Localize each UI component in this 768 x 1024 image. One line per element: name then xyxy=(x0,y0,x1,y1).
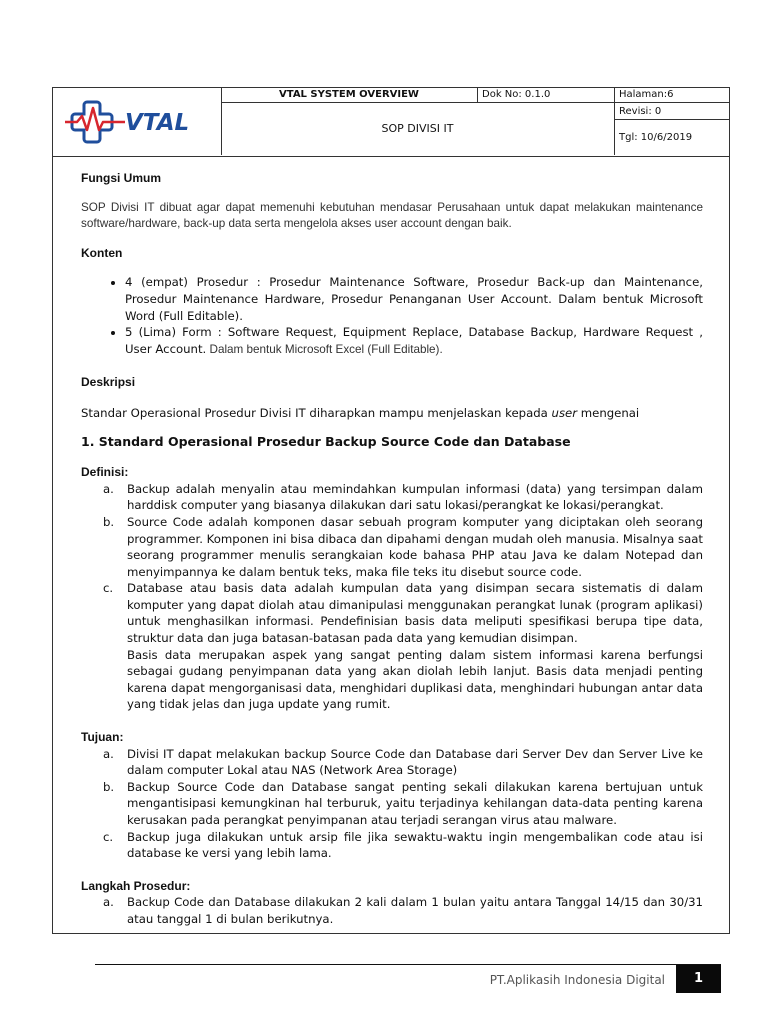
fungsi-text: SOP Divisi IT dibuat agar dapat memenuhi kebutuhan mendasar Perusahaan untuk dapat melakukan maintenance software/hardware, back-up data serta mengelola akses user account dengan baik. xyxy=(81,200,703,231)
doc-date: Tgl: 10/6/2019 xyxy=(619,132,693,143)
deskripsi-heading: Deskripsi xyxy=(81,375,136,390)
deskripsi-text: Standar Operasional Prosedur Divisi IT diharapkan mampu menjelaskan kepada user mengenai xyxy=(81,405,640,420)
footer-rule xyxy=(95,964,721,965)
tujuan-label: Tujuan: xyxy=(81,730,124,745)
logo-cell xyxy=(53,88,222,155)
doc-page: Halaman:6 xyxy=(615,88,729,103)
list-item: b. Backup Source Code dan Database sangat penting sekali dilakukan karena bertujuan untuk mengantisipasi kemungkinan hal terburuk, yaitu terjadinya kehilangan data-data penting karena kerusakan pada perangkat penyimpanan atau terjadi serangan virus atau malware. xyxy=(103,779,703,827)
vtal-logo xyxy=(53,88,221,155)
list-item: • 4 (empat) Prosedur : Prosedur Maintenance Software, Prosedur Back-up dan Maintenance, Prosedur Maintenance Hardware, Prosedur Penanganan User Account. Dalam bentuk Microsoft Word (Full Editable). xyxy=(125,274,703,324)
doc-title: SOP DIVISI IT xyxy=(221,103,615,155)
langkah-label: Langkah Prosedur: xyxy=(81,878,191,893)
list-item: b. Source Code adalah komponen dasar sebuah program komputer yang diciptakan oleh seorang programmer. Komponen ini bisa dibaca dan dipahami dengan mudah oleh manusia. Misalnya saat seorang programmer menulis serangkaian kode bahasa PHP atau Java ke dalam Notepad dan menyimpannya ke dalam bentuk teks, maka file teks itu disebut source code. xyxy=(103,514,703,579)
fungsi-heading: Fungsi Umum xyxy=(81,171,161,185)
document-body xyxy=(81,170,703,928)
footer-page-number: 1 xyxy=(676,965,721,993)
doc-system-title: VTAL SYSTEM OVERVIEW xyxy=(221,88,478,103)
list-item: c. Backup juga dilakukan untuk arsip file jika sewaktu-waktu ingin mengembalikan code atau isi database ke versi yang lebih lama. xyxy=(103,829,703,861)
medical-cross-icon xyxy=(65,102,125,142)
konten-heading: Konten xyxy=(81,245,123,260)
header-table xyxy=(53,88,729,157)
list-item: c. Database atau basis data adalah kumpulan data yang disimpan secara sistematis di dalam komputer yang dapat diolah atau dimanipulasi menggunakan perangkat lunak (program aplikasi) untuk menghasilkan informasi. Pendefinisian basis data meliputi spesifikasi berupa tipe data, struktur data dan juga batasan-batasan pada data yang kemudian disimpan. Basis data merupakan aspek yang sangat penting dalam sistem informasi karena berfungsi sebagai gudang penyimpanan data yang akan diolah lebih lanjut. Basis data menjadi penting karena dapat mengorganisasi data, menghidari duplikasi data, menghindari hubungan antar data yang tidak jelas dan juga update yang rumit. xyxy=(103,581,703,712)
tujuan-list xyxy=(81,746,703,862)
konten-list xyxy=(81,274,703,358)
definisi-label: Definisi: xyxy=(81,465,129,480)
document-frame xyxy=(52,87,730,934)
list-item: a. Backup Code dan Database dilakukan 2 kali dalam 1 bulan yaitu antara Tanggal 14/15 dan 30/31 atau tanggal 1 di bulan berikutnya. xyxy=(103,895,703,926)
logo-text: VTAL xyxy=(125,110,190,136)
doc-revision: Revisi: 0 xyxy=(615,103,729,120)
list-item: • 5 (Lima) Form : Software Request, Equipment Replace, Database Backup, Hardware Request , User Account. Dalam bentuk Microsoft Excel (Full Editable). xyxy=(125,324,703,358)
footer-company: PT.Aplikasih Indonesia Digital xyxy=(489,973,665,987)
list-item: a. Divisi IT dapat melakukan backup Source Code dan Database dari Server Dev dan Server Live ke dalam computer Lokal atau NAS (Network Area Storage) xyxy=(103,746,703,778)
definisi-list xyxy=(81,481,703,713)
langkah-list xyxy=(81,894,703,927)
list-item: a. Backup adalah menyalin atau memindahkan kumpulan informasi (data) yang tersimpan dalam harddisk computer yang biasanya dilakukan dari satu lokasi/perangkat ke lokasi/perangkat. xyxy=(103,481,703,513)
doc-number: Dok No: 0.1.0 xyxy=(478,88,615,103)
section-title: 1. Standard Operasional Prosedur Backup Source Code dan Database xyxy=(81,433,571,449)
